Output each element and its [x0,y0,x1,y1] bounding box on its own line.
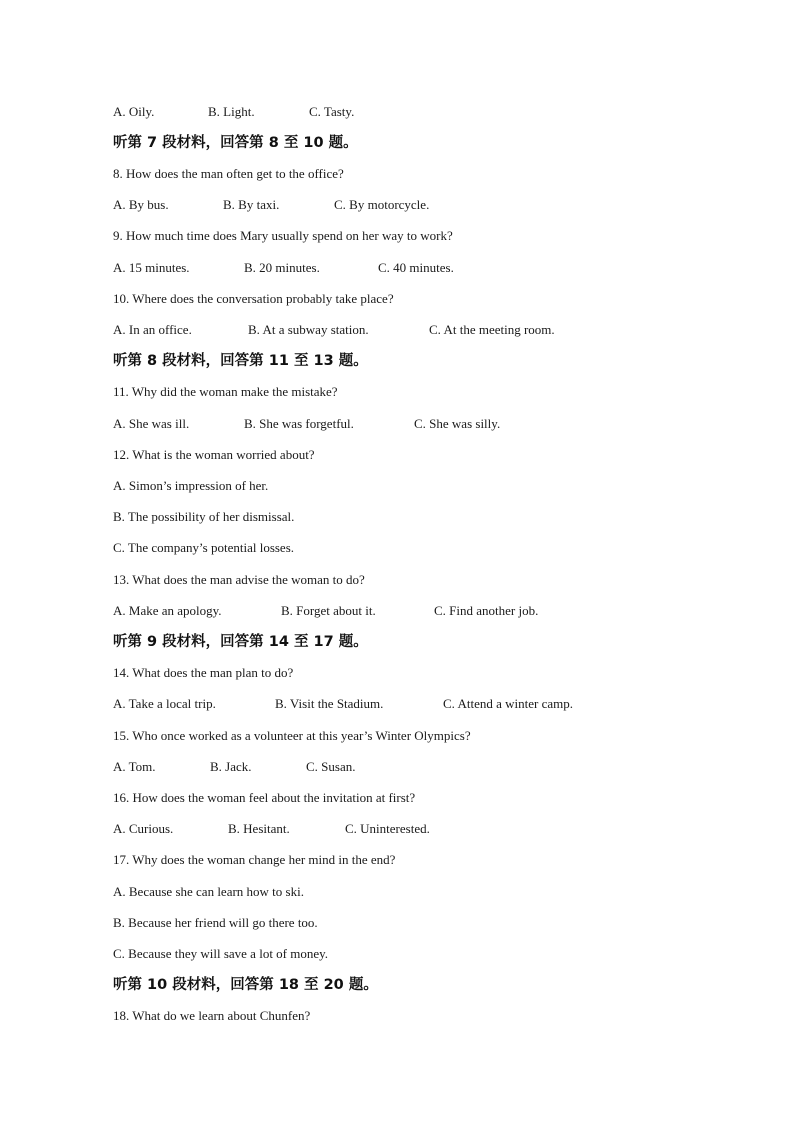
answer-option: A. Oily. [113,104,155,119]
question-text: 13. What does the man advise the woman to do? [113,572,365,587]
answer-option: C. She was silly. [414,416,501,431]
answer-option: A. Tom. [113,759,156,774]
answer-option: B. She was forgetful. [244,416,354,431]
answer-option: A. Make an apology. [113,603,222,618]
answer-option: A. She was ill. [113,416,190,431]
answer-option: B. Visit the Stadium. [275,696,384,711]
answer-option: A. By bus. [113,197,169,212]
question-text: 16. How does the woman feel about the invitation at first? [113,790,416,805]
answer-option: C. At the meeting room. [429,322,555,337]
answer-option: C. Tasty. [309,104,355,119]
answer-option: C. Uninterested. [345,821,430,836]
question-text: 14. What does the man plan to do? [113,665,294,680]
answer-option: A. Because she can learn how to ski. [113,884,304,899]
answer-option: A. Take a local trip. [113,696,216,711]
answer-option: C. The company’s potential losses. [113,540,295,555]
answer-option: B. By taxi. [223,197,280,212]
answer-option: B. Light. [208,104,255,119]
answer-option: C. By motorcycle. [334,197,430,212]
answer-option: C. Susan. [306,759,356,774]
answer-option: B. The possibility of her dismissal. [113,509,295,524]
answer-option: A. In an office. [113,322,192,337]
answer-option: C. Attend a winter camp. [443,696,573,711]
question-text: 11. Why did the woman make the mistake? [113,384,338,399]
answer-option: B. Forget about it. [281,603,376,618]
answer-option: C. Find another job. [434,603,539,618]
answer-option: B. At a subway station. [248,322,369,337]
answer-option: B. 20 minutes. [244,260,320,275]
answer-option: C. 40 minutes. [378,260,454,275]
section-header: 听第 9 段材料，回答第 14 至 17 题。 [113,634,368,650]
answer-option: A. 15 minutes. [113,260,190,275]
answer-option: A. Curious. [113,821,174,836]
question-text: 12. What is the woman worried about? [113,447,315,462]
answer-option: A. Simon’s impression of her. [113,478,269,493]
section-header: 听第 10 段材料，回答第 18 至 20 题。 [113,977,378,993]
question-text: 15. Who once worked as a volunteer at this year’s Winter Olympics? [113,728,471,743]
answer-option: B. Hesitant. [228,821,290,836]
question-text: 10. Where does the conversation probably take place? [113,291,394,306]
question-text: 9. How much time does Mary usually spend on her way to work? [113,228,453,243]
answer-option: C. Because they will save a lot of money. [113,946,329,961]
question-text: 18. What do we learn about Chunfen? [113,1008,311,1023]
answer-option: B. Jack. [210,759,252,774]
answer-option: B. Because her friend will go there too. [113,915,318,930]
section-header: 听第 7 段材料，回答第 8 至 10 题。 [113,135,358,151]
section-header: 听第 8 段材料，回答第 11 至 13 题。 [113,353,368,369]
question-text: 17. Why does the woman change her mind in the end? [113,852,396,867]
question-text: 8. How does the man often get to the office? [113,166,344,181]
